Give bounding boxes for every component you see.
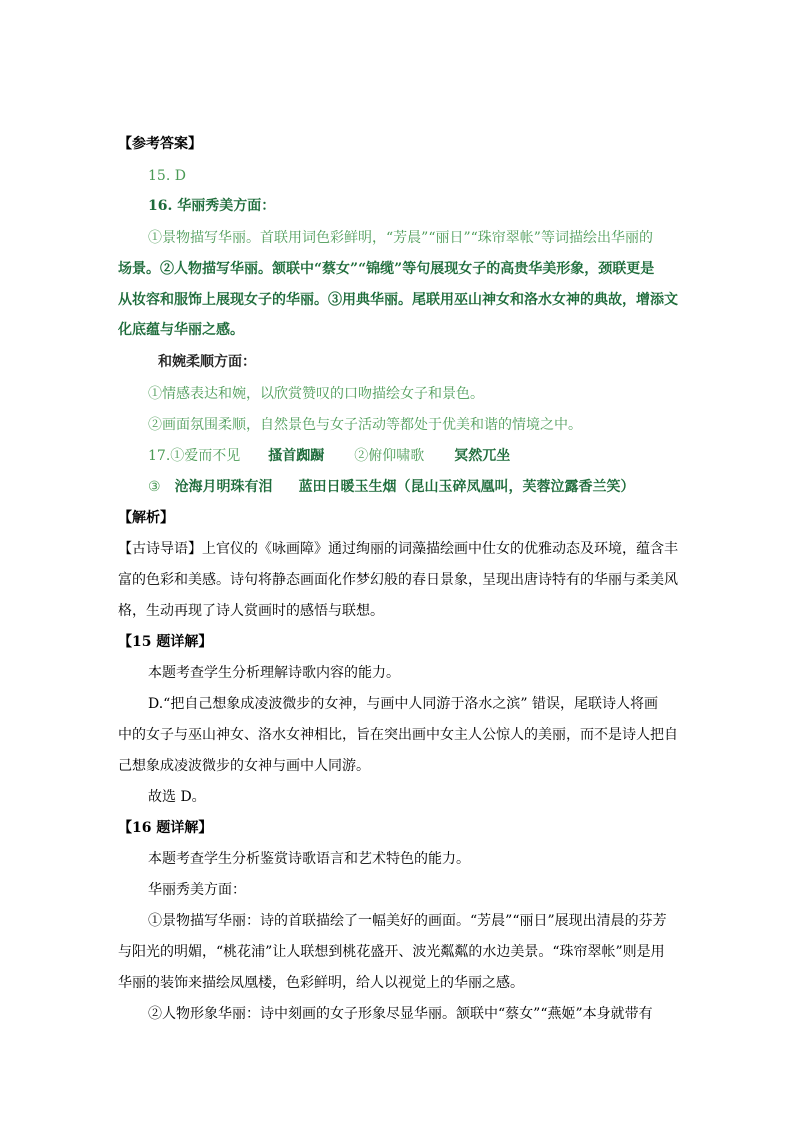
q16-header: 【16 题详解】	[118, 820, 213, 836]
answer-16-line-3: 从妆容和服饰上展现女子的华丽。③用典华丽。尾联用巫山神女和洛水女神的典故，增添文	[118, 292, 678, 308]
answer-17-item-1: ①爱而不见	[170, 448, 241, 464]
q15-intro: 本题考查学生分析理解诗歌内容的能力。	[148, 665, 400, 681]
guide-line-2: 富的色彩和美感。诗句将静态画面化作梦幻般的春日景象，呈现出唐诗特有的华丽与柔美风	[118, 572, 678, 588]
q16-body-line-2: 与阳光的明媚，“桃花浦”让人联想到桃花盛开、波光粼粼的水边美景。“珠帘翠帐”则是用	[118, 944, 665, 960]
q16-body-line-1: ①景物描写华丽：诗的首联描绘了一幅美好的画面。“芳晨”“丽日”展现出清晨的芬芳	[148, 913, 667, 929]
answer-15: 15. D	[148, 168, 186, 184]
q16-body-line-3: 华丽的装饰来描绘凤凰楼，色彩鲜明，给人以视觉上的华丽之感。	[118, 975, 524, 991]
q15-body-line-1: D.“把自己想象成凌波微步的女神，与画中人同游于洛水之滨” 错误，尾联诗人将画	[148, 696, 658, 712]
q16-intro: 本题考查学生分析鉴赏诗歌语言和艺术特色的能力。	[148, 851, 470, 867]
q15-body-line-2: 中的女子与巫山神女、洛水女神相比，旨在突出画中女主人公惊人的美丽，而不是诗人把自	[118, 727, 678, 743]
answer-16-sub-line-2: ②画面氛围柔顺，自然景色与女子活动等都处于优美和谐的情境之中。	[148, 417, 582, 433]
answer-17-line-2	[148, 477, 635, 497]
answer-16-sub-title: 和婉柔顺方面：	[158, 354, 256, 370]
answer-17-answer-3: 沧海月明珠有泪	[174, 479, 273, 495]
q15-header: 【15 题详解】	[118, 634, 213, 650]
answer-17-answer-4: 蓝田日暖玉生烟（昆山玉碎凤凰叫，芙蓉泣露香兰笑）	[298, 479, 635, 495]
q16-body-line-4: ②人物形象华丽：诗中刻画的女子形象尽显华丽。颔联中“蔡女”“燕姬”本身就带有	[148, 1006, 653, 1022]
answer-17-answer-1: 搔首踟蹰	[268, 448, 325, 464]
q15-body-line-3: 己想象成凌波微步的女神与画中人同游。	[118, 758, 370, 774]
guide-line-1: 【古诗导语】上官仪的《咏画障》通过绚丽的词藻描绘画中仕女的优雅动态及环境，蕴含丰	[118, 541, 678, 557]
answer-17-answer-2: 冥然兀坐	[454, 448, 511, 464]
answer-17-item-2: ②俯仰啸歌	[354, 448, 425, 464]
answer-16-line-4: 化底蕴与华丽之感。	[118, 322, 244, 338]
answer-17-number: 17.	[148, 448, 171, 464]
answer-16-line-1: ①景物描写华丽。首联用词色彩鲜明，“芳晨”“丽日”“珠帘翠帐”等词描绘出华丽的	[148, 230, 653, 246]
answer-16-title: 16. 华丽秀美方面：	[148, 198, 276, 214]
answer-16-line-2: 场景。②人物描写华丽。颔联中“蔡女”“锦缆”等句展现女子的高贵华美形象，颈联更是	[118, 261, 655, 277]
q15-conclusion: 故选 D。	[148, 789, 206, 805]
answer-header: 【参考答案】	[118, 136, 202, 152]
analysis-header: 【解析】	[118, 510, 174, 526]
answer-16-sub-line-1: ①情感表达和婉，以欣赏赞叹的口吻描绘女子和景色。	[148, 386, 484, 402]
q16-sub: 华丽秀美方面：	[148, 882, 246, 898]
answer-17-line-1	[148, 446, 510, 466]
answer-17-item-3: ③	[148, 479, 161, 495]
guide-line-3: 格，生动再现了诗人赏画时的感悟与联想。	[118, 603, 384, 619]
